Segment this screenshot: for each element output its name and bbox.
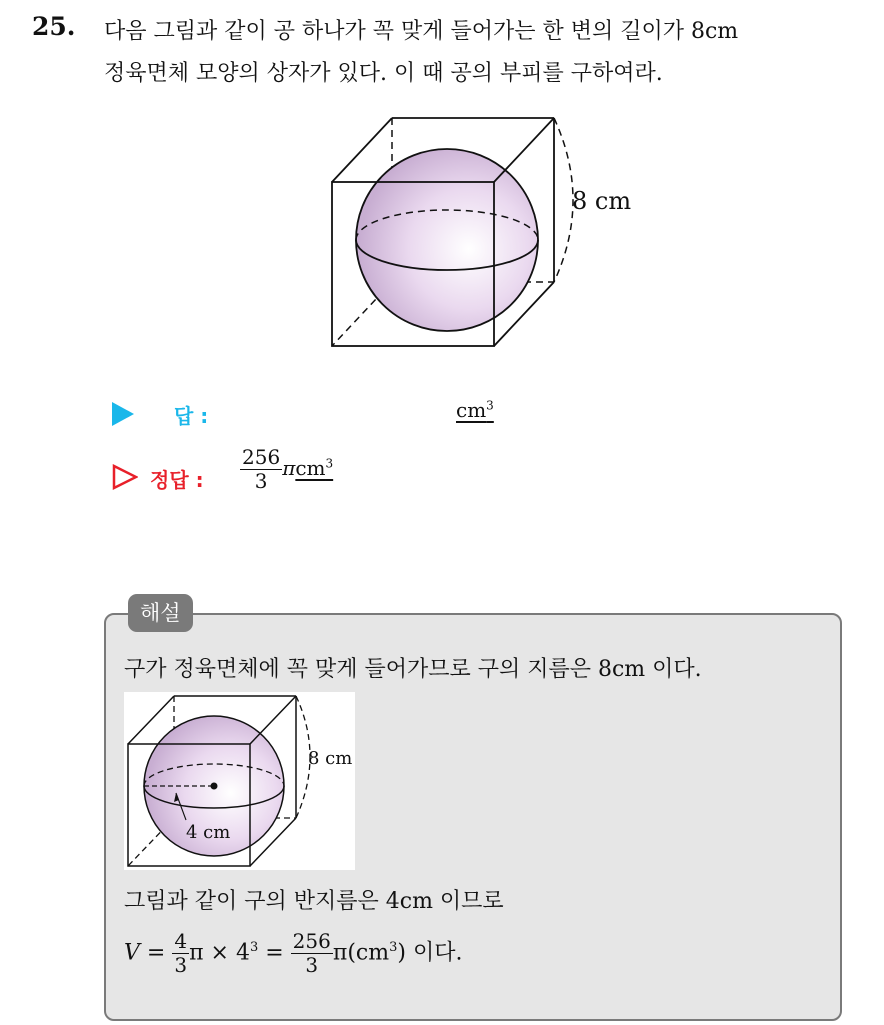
correct-fraction: $\frac{256}{3}$ (242, 445, 281, 493)
correct-marker-icon (112, 464, 138, 490)
edge-length-label: 8 cm (572, 187, 632, 215)
correct-label: 정답 : (150, 468, 204, 492)
sphere-center (211, 783, 218, 790)
formula-fraction-2: $\frac{256}{3}$ (292, 929, 331, 977)
solution-edge-label: 8 cm (308, 748, 353, 769)
answer-unit: $cm^3$ (456, 398, 494, 422)
solution-line2: 그림과 같이 구의 반지름은 4cm 이므로 (124, 889, 504, 914)
cube-sphere-figure (330, 112, 650, 354)
answer-label: 답 : (174, 404, 209, 428)
sphere (356, 149, 538, 331)
question-text-line1: 다음 그림과 같이 공 하나가 꼭 맞게 들어가는 한 변의 길이가 8cm (104, 19, 739, 44)
solution-radius-label: 4 cm (186, 822, 231, 843)
answer-marker-icon (112, 402, 134, 426)
solution-formula: V = $\frac{4}{3}$ $\pi \times 4^3$ = $\frac{256}{3}$ $\pi(cm^3)$ 이다. (124, 929, 463, 977)
solution-line1: 구가 정육면체에 꼭 맞게 들어가므로 구의 지름은 8cm 이다. (124, 657, 702, 682)
solution-figure (124, 692, 355, 870)
question-text-line2: 정육면체 모양의 상자가 있다. 이 때 공의 부피를 구하여라. (104, 61, 663, 86)
solution-tab: 해설 (128, 594, 193, 632)
formula-fraction-1: $\frac{4}{3}$ (174, 929, 188, 977)
question-number: 25. (32, 12, 76, 41)
correct-answer-value: $\frac{256}{3}$ πcm$^3$ (242, 445, 334, 493)
